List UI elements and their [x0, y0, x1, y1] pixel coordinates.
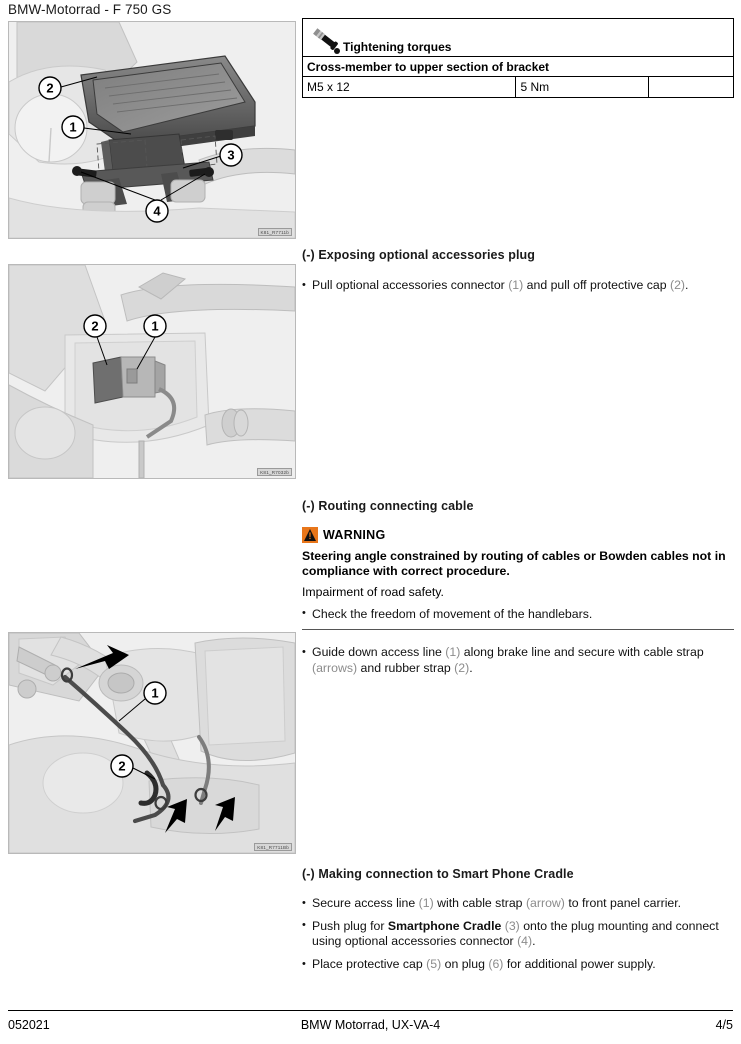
torque-fastener-cell: M5 x 12 [303, 77, 516, 98]
svg-text:4: 4 [153, 203, 161, 219]
table-row [303, 77, 734, 98]
section-guide-access-line [302, 645, 734, 683]
figure-cable-routing-graphic [9, 633, 295, 853]
footer-doc-id: BMW Motorrad, UX-VA-4 [300, 1018, 441, 1032]
list-item: • Check the freedom of movement of the handlebars. [302, 607, 734, 623]
torque-table-header-cell [303, 19, 734, 57]
figure-code-label: K81_R7711b [258, 228, 292, 236]
list-item: • Guide down access line (1) along brake line and secure with cable strap (arrows) and rubber strap (2). [302, 645, 734, 676]
page-footer [8, 1010, 733, 1036]
warning-effect-text: Impairment of road safety. [302, 584, 444, 599]
svg-text:2: 2 [46, 80, 54, 96]
warning-triangle-icon: ! [302, 527, 318, 543]
list-item: • Push plug for Smartphone Cradle (3) onto the plug mounting and connect using optional accessories connector (4). [302, 919, 734, 950]
bullet-list [302, 896, 734, 973]
torque-extra-cell [648, 77, 733, 98]
svg-text:2: 2 [118, 758, 126, 774]
torque-table-section-label: Cross-member to upper section of bracket [303, 57, 734, 77]
figure-code-label: K81_R7032b [257, 468, 292, 476]
section-heading: (-) Routing connecting cable [302, 499, 474, 513]
figure-cable-routing [8, 632, 296, 854]
svg-text:1: 1 [69, 119, 77, 135]
torque-value-cell: 5 Nm [516, 77, 648, 98]
torque-table-header-row [303, 19, 734, 57]
page-title: BMW-Motorrad - F 750 GS [8, 2, 172, 17]
section-heading: (-) Exposing optional accessories plug [302, 248, 536, 262]
torque-table-section-row [303, 57, 734, 77]
bullet-list [302, 278, 734, 294]
list-item: • Pull optional accessories connector (1) and pull off protective cap (2). [302, 278, 734, 294]
warning-header [302, 527, 734, 543]
svg-text:3: 3 [227, 147, 235, 163]
svg-text:1: 1 [151, 318, 159, 334]
figure-accessories-connector-graphic [9, 265, 295, 478]
warning-cause-text: Steering angle constrained by routing of cables or Bowden cables not in compliance with correct procedure. [302, 549, 726, 579]
footer-date: 052021 [8, 1018, 50, 1032]
torque-wrench-icon [307, 21, 343, 55]
tightening-torques-table [302, 18, 734, 98]
figure-code-label: K81_R7711Bb [254, 843, 292, 851]
figure-cockpit-cradle-mount-graphic [9, 22, 295, 238]
section-exposing-accessories-plug [302, 248, 734, 301]
warning-label: WARNING [323, 528, 386, 542]
section-smart-phone-cradle-connection [302, 867, 734, 980]
section-divider [302, 629, 734, 630]
svg-text:1: 1 [151, 685, 159, 701]
section-heading: (-) Making connection to Smart Phone Cradle [302, 867, 574, 881]
list-item: • Place protective cap (5) on plug (6) for additional power supply. [302, 957, 734, 973]
bullet-list [302, 645, 734, 676]
footer-page-number: 4/5 [715, 1018, 733, 1032]
svg-text:2: 2 [91, 318, 99, 334]
bullet-list [302, 607, 734, 623]
list-item: • Secure access line (1) with cable strap (arrow) to front panel carrier. [302, 896, 734, 912]
torque-table-heading: Tightening torques [343, 39, 452, 54]
figure-cockpit-cradle-mount [8, 21, 296, 239]
section-routing-connecting-cable [302, 499, 734, 630]
figure-accessories-connector [8, 264, 296, 479]
